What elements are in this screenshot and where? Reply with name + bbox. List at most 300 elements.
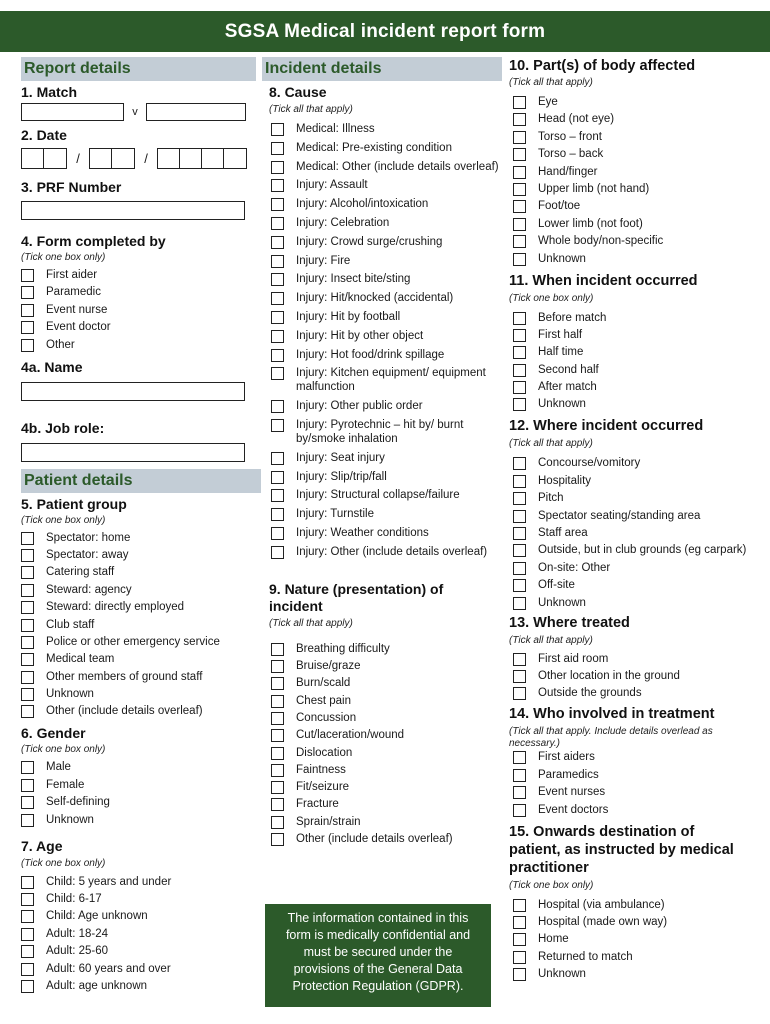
checkbox-label: Unknown bbox=[46, 688, 94, 701]
checkbox-option[interactable] bbox=[21, 944, 261, 958]
checkbox-label: Injury: Crowd surge/crushing bbox=[296, 235, 443, 248]
checkbox-option[interactable] bbox=[21, 531, 261, 545]
checkbox-label: Hospital (via ambulance) bbox=[538, 898, 665, 911]
checkbox[interactable] bbox=[21, 321, 34, 334]
checkbox-option[interactable] bbox=[513, 199, 764, 213]
when-label: 11. When incident occurred bbox=[509, 272, 698, 289]
checkbox[interactable] bbox=[271, 142, 284, 155]
checkbox-label: Adult: 60 years and over bbox=[46, 962, 171, 975]
checkbox[interactable] bbox=[513, 253, 526, 266]
checkbox-option[interactable] bbox=[21, 670, 261, 684]
checkbox-option[interactable] bbox=[21, 268, 261, 282]
cause-note: (Tick all that apply) bbox=[269, 104, 353, 115]
checkbox[interactable] bbox=[271, 198, 284, 211]
checkbox-label: Injury: Hit by other object bbox=[296, 329, 424, 342]
patient-group-options bbox=[21, 531, 261, 719]
checkbox-option[interactable] bbox=[513, 898, 764, 912]
checkbox-option[interactable] bbox=[21, 565, 261, 579]
checkbox[interactable] bbox=[271, 546, 284, 559]
body-parts-options bbox=[513, 95, 764, 266]
checkbox[interactable] bbox=[271, 452, 284, 465]
checkbox-option[interactable] bbox=[271, 832, 502, 846]
checkbox[interactable] bbox=[513, 457, 526, 470]
checkbox-option[interactable] bbox=[271, 141, 502, 155]
checkbox-option[interactable] bbox=[271, 728, 502, 742]
checkbox[interactable] bbox=[271, 217, 284, 230]
checkbox[interactable] bbox=[513, 653, 526, 666]
age-label: 7. Age bbox=[21, 837, 63, 854]
checkbox[interactable] bbox=[21, 910, 34, 923]
checkbox-option[interactable] bbox=[21, 962, 261, 976]
prf-number-field[interactable] bbox=[21, 201, 245, 220]
checkbox-option[interactable] bbox=[21, 909, 261, 923]
checkbox-option[interactable] bbox=[513, 380, 764, 394]
patient-group-note: (Tick one box only) bbox=[21, 514, 106, 526]
checkbox[interactable] bbox=[21, 584, 34, 597]
checkbox[interactable] bbox=[513, 597, 526, 610]
who-label: 14. Who involved in treatment bbox=[509, 706, 715, 723]
checkbox-label: Female bbox=[46, 778, 85, 791]
checkbox-label: Bruise/graze bbox=[296, 660, 361, 673]
home-team-field[interactable] bbox=[21, 103, 124, 121]
checkbox-option[interactable] bbox=[513, 474, 764, 488]
checkbox[interactable] bbox=[21, 963, 34, 976]
checkbox[interactable] bbox=[271, 123, 284, 136]
checkbox[interactable] bbox=[513, 933, 526, 946]
checkbox[interactable] bbox=[513, 899, 526, 912]
checkbox-option[interactable] bbox=[271, 197, 502, 211]
checkbox[interactable] bbox=[21, 619, 34, 632]
checkbox[interactable] bbox=[271, 527, 284, 540]
checkbox[interactable] bbox=[271, 419, 284, 432]
checkbox-option[interactable] bbox=[271, 526, 502, 540]
checkbox-label: Returned to match bbox=[538, 950, 633, 963]
checkbox[interactable] bbox=[513, 751, 526, 764]
checkbox-option[interactable] bbox=[513, 234, 764, 248]
checkbox[interactable] bbox=[513, 131, 526, 144]
checkbox-option[interactable] bbox=[513, 915, 764, 929]
match-versus: v bbox=[132, 106, 138, 118]
column-incident bbox=[262, 57, 502, 846]
checkbox-label: Before match bbox=[538, 311, 607, 324]
checkbox[interactable] bbox=[271, 508, 284, 521]
checkbox-option[interactable] bbox=[271, 254, 502, 268]
checkbox-label: Unknown bbox=[538, 596, 586, 609]
checkbox-label: Self-defining bbox=[46, 796, 110, 809]
checkbox[interactable] bbox=[513, 364, 526, 377]
checkbox[interactable] bbox=[513, 148, 526, 161]
checkbox-label: Police or other emergency service bbox=[46, 635, 220, 648]
checkbox-label: Adult: age unknown bbox=[46, 979, 148, 992]
checkbox[interactable] bbox=[21, 286, 34, 299]
checkbox-label: Other location in the ground bbox=[538, 669, 680, 682]
checkbox[interactable] bbox=[21, 688, 34, 701]
checkbox[interactable] bbox=[271, 677, 284, 690]
date-year-field[interactable] bbox=[157, 148, 247, 169]
destination-label: 15. Onwards destination of patient, as instructed by medical practitioner bbox=[509, 823, 734, 876]
checkbox-label: Injury: Structural collapse/failure bbox=[296, 489, 460, 502]
checkbox-option[interactable] bbox=[513, 328, 764, 342]
checkbox[interactable] bbox=[21, 653, 34, 666]
checkbox[interactable] bbox=[271, 764, 284, 777]
checkbox-label: Event nurse bbox=[46, 303, 108, 316]
checkbox-label: Outside, but in club grounds (eg carpark) bbox=[538, 544, 747, 557]
checkbox[interactable] bbox=[271, 367, 284, 380]
checkbox-label: Child: 5 years and under bbox=[46, 875, 172, 888]
checkbox-label: First half bbox=[538, 328, 583, 341]
checkbox-option[interactable] bbox=[21, 778, 261, 792]
checkbox-option[interactable] bbox=[513, 165, 764, 179]
checkbox-option[interactable] bbox=[513, 950, 764, 964]
checkbox-label: On-site: Other bbox=[538, 561, 611, 574]
checkbox[interactable] bbox=[513, 951, 526, 964]
checkbox[interactable] bbox=[271, 179, 284, 192]
checkbox[interactable] bbox=[513, 183, 526, 196]
checkbox-label: Injury: Other public order bbox=[296, 400, 423, 413]
checkbox[interactable] bbox=[513, 329, 526, 342]
checkbox-label: Medical: Other (include details overleaf) bbox=[296, 160, 499, 173]
checkbox-option[interactable] bbox=[271, 711, 502, 725]
treated-label: 13. Where treated bbox=[509, 614, 630, 631]
checkbox-option[interactable] bbox=[513, 526, 764, 540]
checkbox-option[interactable] bbox=[21, 652, 261, 666]
checkbox-option[interactable] bbox=[21, 600, 261, 614]
checkbox[interactable] bbox=[271, 236, 284, 249]
completed-by-label: 4. Form completed by bbox=[21, 233, 166, 249]
checkbox-option[interactable] bbox=[21, 892, 261, 906]
checkbox-option[interactable] bbox=[513, 967, 764, 981]
checkbox[interactable] bbox=[513, 786, 526, 799]
checkbox-label: Other members of ground staff bbox=[46, 670, 203, 683]
checkbox[interactable] bbox=[271, 798, 284, 811]
checkbox-option[interactable] bbox=[513, 252, 764, 266]
checkbox-option[interactable] bbox=[271, 366, 502, 394]
checkbox-label: Injury: Hit by football bbox=[296, 310, 401, 323]
match-label: 1. Match bbox=[21, 84, 78, 100]
column-outcome bbox=[509, 58, 764, 981]
patient-group-label: 5. Patient group bbox=[21, 495, 127, 512]
checkbox-label: Fit/seizure bbox=[296, 781, 350, 794]
age-options bbox=[21, 875, 261, 993]
checkbox-option[interactable] bbox=[513, 785, 764, 799]
checkbox-option[interactable] bbox=[513, 456, 764, 470]
checkbox[interactable] bbox=[21, 796, 34, 809]
checkbox-label: Unknown bbox=[46, 813, 94, 826]
checkbox-option[interactable] bbox=[21, 704, 261, 718]
checkbox-option[interactable] bbox=[271, 470, 502, 484]
checkbox-label: Concussion bbox=[296, 711, 357, 724]
checkbox[interactable] bbox=[271, 816, 284, 829]
checkbox-option[interactable] bbox=[21, 875, 261, 889]
checkbox[interactable] bbox=[513, 381, 526, 394]
checkbox-label: Hospitality bbox=[538, 474, 592, 487]
checkbox-label: Injury: Slip/trip/fall bbox=[296, 470, 387, 483]
checkbox[interactable] bbox=[513, 916, 526, 929]
checkbox-option[interactable] bbox=[271, 399, 502, 413]
checkbox-option[interactable] bbox=[271, 763, 502, 777]
checkbox-option[interactable] bbox=[21, 618, 261, 632]
checkbox-label: Injury: Hit/knocked (accidental) bbox=[296, 292, 454, 305]
checkbox[interactable] bbox=[513, 968, 526, 981]
checkbox-option[interactable] bbox=[271, 216, 502, 230]
checkbox-option[interactable] bbox=[513, 561, 764, 575]
checkbox[interactable] bbox=[21, 601, 34, 614]
where-label: 12. Where incident occurred bbox=[509, 418, 704, 435]
checkbox-label: Event doctors bbox=[538, 803, 609, 816]
checkbox-label: Event nurses bbox=[538, 786, 606, 799]
checkbox-option[interactable] bbox=[271, 797, 502, 811]
checkbox-label: Steward: directly employed bbox=[46, 601, 185, 614]
checkbox-label: First aider bbox=[46, 269, 98, 281]
checkbox-option[interactable] bbox=[271, 291, 502, 305]
date-day-field[interactable] bbox=[21, 148, 67, 169]
checkbox-option[interactable] bbox=[513, 543, 764, 557]
checkbox-option[interactable] bbox=[271, 780, 502, 794]
checkbox[interactable] bbox=[21, 876, 34, 889]
checkbox-label: Staff area bbox=[538, 527, 588, 540]
checkbox-option[interactable] bbox=[21, 760, 261, 774]
destination-note: (Tick one box only) bbox=[509, 879, 594, 891]
checkbox-label: Dislocation bbox=[296, 746, 353, 759]
date-separator: / bbox=[76, 151, 80, 166]
checkbox-label: Torso – back bbox=[538, 148, 604, 161]
completed-by-options bbox=[21, 268, 261, 352]
checkbox-option[interactable] bbox=[513, 147, 764, 161]
checkbox[interactable] bbox=[513, 113, 526, 126]
checkbox-label: Injury: Seat injury bbox=[296, 451, 385, 464]
checkbox-option[interactable] bbox=[513, 750, 764, 764]
checkbox-option[interactable] bbox=[21, 338, 261, 352]
checkbox-label: Injury: Celebration bbox=[296, 216, 390, 229]
checkbox[interactable] bbox=[513, 492, 526, 505]
checkbox[interactable] bbox=[513, 510, 526, 523]
checkbox-label: Adult: 18-24 bbox=[46, 927, 109, 940]
checkbox-option[interactable] bbox=[513, 768, 764, 782]
checkbox-label: Torso – front bbox=[538, 130, 602, 143]
who-options bbox=[513, 750, 764, 816]
checkbox-option[interactable] bbox=[271, 507, 502, 521]
checkbox[interactable] bbox=[513, 312, 526, 325]
checkbox-option[interactable] bbox=[271, 676, 502, 690]
checkbox[interactable] bbox=[513, 579, 526, 592]
checkbox[interactable] bbox=[513, 218, 526, 231]
checkbox[interactable] bbox=[21, 532, 34, 545]
checkbox-label: Medical team bbox=[46, 653, 115, 666]
checkbox[interactable] bbox=[21, 339, 34, 352]
checkbox-option[interactable] bbox=[271, 122, 502, 136]
checkbox-label: Chest pain bbox=[296, 694, 351, 707]
checkbox[interactable] bbox=[513, 346, 526, 359]
checkbox-label: Upper limb (not hand) bbox=[538, 182, 650, 195]
checkbox-option[interactable] bbox=[271, 451, 502, 465]
checkbox-option[interactable] bbox=[21, 795, 261, 809]
checkbox-option[interactable] bbox=[513, 686, 764, 700]
checkbox[interactable] bbox=[21, 549, 34, 562]
checkbox[interactable] bbox=[513, 544, 526, 557]
checkbox-option[interactable] bbox=[271, 272, 502, 286]
checkbox[interactable] bbox=[21, 636, 34, 649]
checkbox-option[interactable] bbox=[271, 545, 502, 559]
checkbox[interactable] bbox=[513, 398, 526, 411]
checkbox[interactable] bbox=[21, 566, 34, 579]
checkbox-label: Burn/scald bbox=[296, 677, 351, 690]
checkbox[interactable] bbox=[271, 255, 284, 268]
form-title: SGSA Medical incident report form bbox=[0, 11, 770, 52]
checkbox[interactable] bbox=[21, 304, 34, 317]
checkbox[interactable] bbox=[513, 166, 526, 179]
name-field[interactable] bbox=[21, 382, 245, 401]
report-details-header: Report details bbox=[21, 57, 256, 81]
checkbox[interactable] bbox=[271, 729, 284, 742]
checkbox-label: Off-site bbox=[538, 579, 575, 592]
checkbox[interactable] bbox=[513, 562, 526, 575]
checkbox[interactable] bbox=[513, 235, 526, 248]
checkbox-label: Pitch bbox=[538, 492, 564, 505]
checkbox-option[interactable] bbox=[271, 659, 502, 673]
checkbox[interactable] bbox=[513, 475, 526, 488]
checkbox[interactable] bbox=[21, 671, 34, 684]
checkbox[interactable] bbox=[271, 349, 284, 362]
checkbox[interactable] bbox=[271, 273, 284, 286]
checkbox-label: Injury: Weather conditions bbox=[296, 526, 429, 539]
nature-note: (Tick all that apply) bbox=[269, 617, 353, 629]
checkbox[interactable] bbox=[21, 761, 34, 774]
checkbox-option[interactable] bbox=[271, 310, 502, 324]
checkbox-option[interactable] bbox=[271, 694, 502, 708]
checkbox-option[interactable] bbox=[21, 303, 261, 317]
checkbox[interactable] bbox=[21, 705, 34, 718]
checkbox[interactable] bbox=[21, 945, 34, 958]
checkbox-option[interactable] bbox=[271, 178, 502, 192]
checkbox-option[interactable] bbox=[513, 112, 764, 126]
checkbox-option[interactable] bbox=[21, 813, 261, 827]
checkbox[interactable] bbox=[271, 161, 284, 174]
checkbox[interactable] bbox=[271, 489, 284, 502]
date-label: 2. Date bbox=[21, 127, 67, 143]
checkbox[interactable] bbox=[271, 781, 284, 794]
checkbox-label: Fracture bbox=[296, 798, 339, 811]
checkbox-label: Injury: Hot food/drink spillage bbox=[296, 348, 445, 361]
checkbox-label: Injury: Alcohol/intoxication bbox=[296, 198, 429, 211]
checkbox[interactable] bbox=[21, 269, 34, 282]
checkbox-option[interactable] bbox=[271, 329, 502, 343]
checkbox-label: Unknown bbox=[538, 968, 586, 981]
checkbox[interactable] bbox=[513, 670, 526, 683]
checkbox-option[interactable] bbox=[513, 363, 764, 377]
checkbox-label: Cut/laceration/wound bbox=[296, 729, 405, 742]
checkbox-option[interactable] bbox=[21, 548, 261, 562]
checkbox-option[interactable] bbox=[21, 285, 261, 299]
checkbox-option[interactable] bbox=[513, 345, 764, 359]
checkbox[interactable] bbox=[271, 330, 284, 343]
checkbox[interactable] bbox=[271, 695, 284, 708]
checkbox-option[interactable] bbox=[21, 635, 261, 649]
destination-options bbox=[513, 898, 764, 982]
checkbox[interactable] bbox=[271, 643, 284, 656]
checkbox-label: Male bbox=[46, 761, 71, 774]
checkbox-option[interactable] bbox=[513, 578, 764, 592]
checkbox[interactable] bbox=[271, 471, 284, 484]
checkbox-option[interactable] bbox=[271, 642, 502, 656]
checkbox[interactable] bbox=[513, 804, 526, 817]
checkbox[interactable] bbox=[271, 400, 284, 413]
where-options bbox=[513, 456, 764, 609]
checkbox-option[interactable] bbox=[271, 488, 502, 502]
checkbox-option[interactable] bbox=[513, 182, 764, 196]
checkbox-label: Half time bbox=[538, 346, 584, 359]
checkbox-label: Unknown bbox=[538, 398, 586, 411]
checkbox-option[interactable] bbox=[513, 397, 764, 411]
checkbox-option[interactable] bbox=[513, 669, 764, 683]
checkbox-option[interactable] bbox=[21, 687, 261, 701]
checkbox-option[interactable] bbox=[513, 217, 764, 231]
checkbox-label: First aid room bbox=[538, 652, 609, 665]
checkbox[interactable] bbox=[21, 980, 34, 993]
checkbox-option[interactable] bbox=[513, 803, 764, 817]
checkbox-option[interactable] bbox=[513, 311, 764, 325]
job-role-field[interactable] bbox=[21, 443, 245, 462]
date-separator: / bbox=[144, 151, 148, 166]
checkbox-option[interactable] bbox=[271, 235, 502, 249]
date-month-field[interactable] bbox=[89, 148, 135, 169]
age-note: (Tick one box only) bbox=[21, 857, 106, 869]
checkbox[interactable] bbox=[513, 200, 526, 213]
checkbox[interactable] bbox=[271, 747, 284, 760]
job-role-label: 4b. Job role: bbox=[21, 419, 105, 436]
checkbox-option[interactable] bbox=[513, 932, 764, 946]
gender-note: (Tick one box only) bbox=[21, 744, 106, 756]
checkbox-option[interactable] bbox=[513, 596, 764, 610]
checkbox-option[interactable] bbox=[271, 746, 502, 760]
checkbox-label: Lower limb (not foot) bbox=[538, 217, 643, 230]
checkbox[interactable] bbox=[513, 769, 526, 782]
checkbox-option[interactable] bbox=[513, 652, 764, 666]
checkbox-option[interactable] bbox=[271, 815, 502, 829]
checkbox[interactable] bbox=[21, 893, 34, 906]
checkbox-option[interactable] bbox=[513, 509, 764, 523]
checkbox[interactable] bbox=[271, 712, 284, 725]
checkbox-label: Medical: Illness bbox=[296, 123, 375, 135]
checkbox[interactable] bbox=[271, 833, 284, 846]
checkbox-option[interactable] bbox=[21, 320, 261, 334]
checkbox-option[interactable] bbox=[513, 95, 764, 109]
checkbox[interactable] bbox=[21, 928, 34, 941]
checkbox-option[interactable] bbox=[21, 927, 261, 941]
checkbox-option[interactable] bbox=[513, 130, 764, 144]
checkbox-option[interactable] bbox=[21, 583, 261, 597]
checkbox[interactable] bbox=[21, 779, 34, 792]
checkbox-option[interactable] bbox=[271, 160, 502, 174]
checkbox-option[interactable] bbox=[271, 348, 502, 362]
checkbox-option[interactable] bbox=[271, 418, 502, 446]
checkbox[interactable] bbox=[21, 814, 34, 827]
checkbox[interactable] bbox=[271, 660, 284, 673]
checkbox-label: Faintness bbox=[296, 763, 346, 776]
checkbox[interactable] bbox=[513, 96, 526, 109]
checkbox-label: Second half bbox=[538, 363, 599, 376]
nature-options bbox=[271, 642, 502, 846]
checkbox-option[interactable] bbox=[21, 979, 261, 993]
checkbox[interactable] bbox=[513, 687, 526, 700]
body-parts-note: (Tick all that apply) bbox=[509, 77, 593, 88]
checkbox[interactable] bbox=[271, 292, 284, 305]
checkbox-label: Foot/toe bbox=[538, 200, 581, 213]
checkbox[interactable] bbox=[513, 527, 526, 540]
checkbox-option[interactable] bbox=[513, 491, 764, 505]
away-team-field[interactable] bbox=[146, 103, 246, 121]
patient-details-header: Patient details bbox=[21, 469, 261, 493]
checkbox[interactable] bbox=[271, 311, 284, 324]
